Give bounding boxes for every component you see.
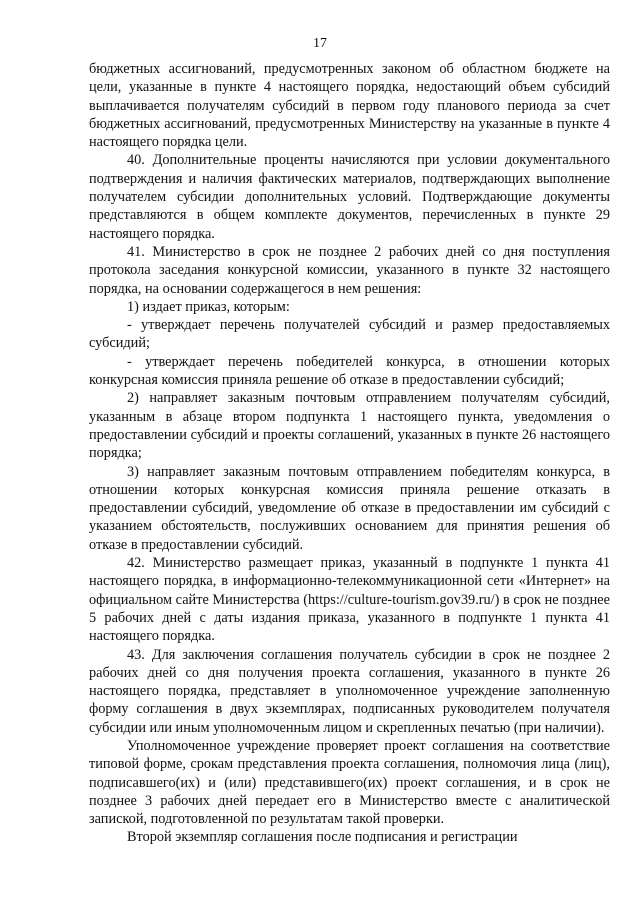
paragraph-41: 41. Министерство в срок не позднее 2 рабочих дней со дня поступления протокола заседания конкурсной комиссии, указанного в пункте 32 настоящего порядка, на основании содержащегося в нем решения: (89, 243, 610, 297)
paragraph-43-review: Уполномоченное учреждение проверяет проект соглашения на соответствие типовой форме, срокам представления проекта соглашения, полномочия лица (лиц), подписавшего(их) и (или) представившего(их) проект соглашения, и в срок не позднее 3 рабочих дней передает его в Министерство вместе с аналитической запиской, подготовленной по результатам такой проверки. (89, 737, 610, 828)
page-number: 17 (313, 36, 327, 51)
paragraph-40: 40. Дополнительные проценты начисляются при условии документального подтверждения и наличия фактических материалов, подтверждающих выполнение получателем субсидии дополнительных условий. Подтверждающие документы представляются в общем комплекте документов, перечисленных в пункте 29 настоящего порядка. (89, 152, 610, 242)
paragraph-42: 42. Министерство размещает приказ, указанный в подпункте 1 пункта 41 настоящего порядка, в информационно-телекоммуникационной сети «Интернет» на официальном сайте Министерства (https://culture-tourism.gov39.ru/) в срок не позднее 5 рабочих дней с даты издания приказа, указанного в подпункте 1 пункта 41 настоящего порядка. (89, 555, 610, 645)
paragraph-43-second-copy: Второй экземпляр соглашения после подписания и регистрации (127, 829, 518, 846)
subitem-41-3: 3) направляет заказным почтовым отправлением победителям конкурса, в отношении которых конкурсная комиссия приняла решение отказать в предоставлении субсидий, уведомление об отказе в предоставлении им субсидий с указанием обстоятельств, послуживших основанием для принятия решения об отказе в предоставлении субсидий. (89, 463, 610, 553)
subitem-41-1-dash-2: - утверждает перечень победителей конкурса, в отношении которых конкурсная комиссия приняла решение об отказе в предоставлении субсидий; (89, 353, 610, 389)
subitem-41-1: 1) издает приказ, которым: (127, 298, 290, 315)
paragraph-43: 43. Для заключения соглашения получатель субсидии в срок не позднее 2 рабочих дней со дня получения проекта соглашения, указанного в пункте 26 настоящего порядка, представляет в уполномоченное учреждение заполненную форму соглашения в двух экземплярах, подписанных руководителем получателя субсидии или иным уполномоченным лицом и скрепленных печатью (при наличии). (89, 646, 610, 736)
subitem-41-2: 2) направляет заказным почтовым отправлением получателям субсидий, указанным в абзаце втором подпункта 1 настоящего пункта, уведомления о предоставлении субсидий и проекты соглашений, указанных в пункте 26 настоящего порядка; (89, 390, 610, 462)
paragraph-continuation: бюджетных ассигнований, предусмотренных законом об областном бюджете на цели, указанные в пункте 4 настоящего порядка, недостающий объем субсидий выплачивается получателям субсидий в первом году планового периода за счет бюджетных ассигнований, предусмотренных Министерству на указанные в пункте 4 настоящего порядка цели. (89, 61, 610, 151)
subitem-41-1-dash-1: - утверждает перечень получателей субсидий и размер предоставляемых субсидий; (89, 317, 610, 352)
document-body (89, 60, 610, 847)
